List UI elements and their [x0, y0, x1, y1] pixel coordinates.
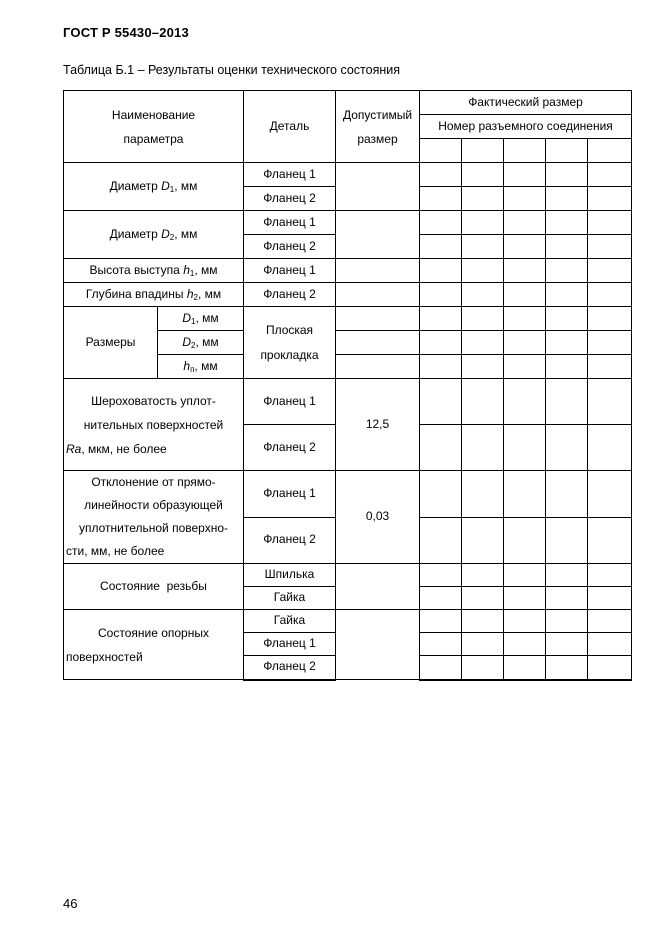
value-cell — [462, 517, 504, 564]
joint-cell — [420, 139, 462, 163]
value-cell — [588, 656, 632, 680]
param-diameter-d2: Диаметр $D_2$, мм — [64, 211, 244, 259]
detail-cell: Фланец 2 — [244, 187, 336, 211]
allowed-roughness: 12,5 — [336, 379, 420, 471]
value-cell — [504, 211, 546, 235]
detail-cell: Фланец 1 — [244, 379, 336, 425]
document-header: ГОСТ Р 55430–2013 — [63, 25, 189, 40]
value-cell — [462, 211, 504, 235]
detail-cell: Фланец 2 — [244, 235, 336, 259]
value-cell — [546, 517, 588, 564]
value-cell — [420, 633, 462, 656]
value-cell — [546, 656, 588, 680]
detail-cell: Фланец 1 — [244, 211, 336, 235]
value-cell — [462, 379, 504, 425]
detail-cell: Шпилька — [244, 564, 336, 587]
value-cell — [420, 471, 462, 518]
value-cell — [462, 587, 504, 610]
value-cell — [420, 564, 462, 587]
value-cell — [588, 283, 632, 307]
size-sub-hp: $h_п$, мм — [158, 355, 244, 379]
header-parameter-name: Наименование параметра — [64, 91, 244, 163]
value-cell — [420, 235, 462, 259]
size-sub-d1: $D_1$, мм — [158, 307, 244, 331]
value-cell — [588, 307, 632, 331]
table-caption: Таблица Б.1 – Результаты оценки технического состояния — [63, 63, 400, 77]
value-cell — [504, 283, 546, 307]
param-straightness: Отклонение от прямо- линейности образующей уплотнительной поверхно- сти, мм, не более — [64, 471, 244, 564]
value-cell — [546, 633, 588, 656]
value-cell — [588, 633, 632, 656]
allowed-cell — [336, 355, 420, 379]
value-cell — [588, 211, 632, 235]
value-cell — [462, 307, 504, 331]
allowed-cell — [336, 163, 420, 211]
value-cell — [546, 379, 588, 425]
param-roughness: Шероховатость уплот- нительных поверхностей Ra, мкм, не более — [64, 379, 244, 471]
value-cell — [546, 187, 588, 211]
value-cell — [504, 656, 546, 680]
value-cell — [504, 235, 546, 259]
value-cell — [546, 163, 588, 187]
value-cell — [504, 471, 546, 518]
param-thread: Состояние резьбы — [64, 564, 244, 610]
value-cell — [504, 610, 546, 633]
detail-cell: Фланец 1 — [244, 259, 336, 283]
allowed-straightness: 0,03 — [336, 471, 420, 564]
value-cell — [546, 564, 588, 587]
header-allowed-size: Допустимый размер — [336, 91, 420, 163]
value-cell — [504, 259, 546, 283]
value-cell — [504, 163, 546, 187]
value-cell — [420, 587, 462, 610]
detail-cell: Фланец 2 — [244, 517, 336, 564]
value-cell — [462, 471, 504, 518]
allowed-cell — [336, 564, 420, 610]
value-cell — [546, 610, 588, 633]
value-cell — [588, 471, 632, 518]
value-cell — [420, 331, 462, 355]
value-cell — [504, 587, 546, 610]
header-actual-size: Фактический размер — [420, 91, 632, 115]
value-cell — [462, 656, 504, 680]
detail-cell: Фланец 2 — [244, 656, 336, 680]
value-cell — [420, 259, 462, 283]
value-cell — [588, 163, 632, 187]
value-cell — [588, 564, 632, 587]
param-sizes: Размеры — [64, 307, 158, 379]
detail-cell: Фланец 1 — [244, 471, 336, 518]
allowed-cell — [336, 283, 420, 307]
value-cell — [420, 283, 462, 307]
param-ledge-height: Высота выступа $h_1$, мм — [64, 259, 244, 283]
value-cell — [546, 283, 588, 307]
value-cell — [462, 259, 504, 283]
joint-cell — [588, 139, 632, 163]
detail-cell: Фланец 2 — [244, 425, 336, 471]
size-sub-d2: $D_2$, мм — [158, 331, 244, 355]
value-cell — [546, 235, 588, 259]
value-cell — [420, 355, 462, 379]
value-cell — [420, 425, 462, 471]
value-cell — [462, 163, 504, 187]
joint-cell — [504, 139, 546, 163]
value-cell — [420, 163, 462, 187]
value-cell — [504, 331, 546, 355]
value-cell — [588, 331, 632, 355]
value-cell — [588, 259, 632, 283]
value-cell — [462, 425, 504, 471]
value-cell — [420, 187, 462, 211]
allowed-cell — [336, 211, 420, 259]
value-cell — [420, 610, 462, 633]
param-groove-depth: Глубина впадины $h_2$, мм — [64, 283, 244, 307]
value-cell — [420, 379, 462, 425]
header-joint-number: Номер разъемного соединения — [420, 115, 632, 139]
value-cell — [546, 307, 588, 331]
value-cell — [504, 355, 546, 379]
value-cell — [504, 633, 546, 656]
value-cell — [546, 331, 588, 355]
header-detail: Деталь — [244, 91, 336, 163]
allowed-cell — [336, 307, 420, 331]
value-cell — [462, 331, 504, 355]
param-diameter-d1: Диаметр $D_1$, мм — [64, 163, 244, 211]
value-cell — [462, 564, 504, 587]
value-cell — [420, 517, 462, 564]
value-cell — [588, 587, 632, 610]
allowed-cell — [336, 331, 420, 355]
value-cell — [504, 564, 546, 587]
value-cell — [546, 259, 588, 283]
results-table — [63, 90, 632, 681]
detail-cell: Гайка — [244, 610, 336, 633]
value-cell — [420, 656, 462, 680]
value-cell — [420, 307, 462, 331]
value-cell — [588, 610, 632, 633]
value-cell — [462, 610, 504, 633]
value-cell — [462, 355, 504, 379]
detail-cell: Фланец 1 — [244, 633, 336, 656]
value-cell — [420, 211, 462, 235]
allowed-cell — [336, 259, 420, 283]
value-cell — [546, 471, 588, 518]
value-cell — [462, 283, 504, 307]
value-cell — [588, 425, 632, 471]
value-cell — [588, 379, 632, 425]
value-cell — [504, 187, 546, 211]
value-cell — [504, 517, 546, 564]
value-cell — [462, 633, 504, 656]
value-cell — [588, 517, 632, 564]
value-cell — [588, 355, 632, 379]
joint-cell — [546, 139, 588, 163]
value-cell — [546, 425, 588, 471]
param-support-surfaces: Состояние опорных поверхностей — [64, 610, 244, 680]
allowed-cell — [336, 610, 420, 680]
value-cell — [504, 379, 546, 425]
page-number: 46 — [63, 896, 78, 911]
detail-cell: Фланец 2 — [244, 283, 336, 307]
joint-cell — [462, 139, 504, 163]
value-cell — [462, 235, 504, 259]
detail-cell: Фланец 1 — [244, 163, 336, 187]
value-cell — [504, 307, 546, 331]
value-cell — [546, 211, 588, 235]
detail-flat-gasket: Плоская прокладка — [244, 307, 336, 379]
value-cell — [546, 587, 588, 610]
value-cell — [588, 235, 632, 259]
value-cell — [588, 187, 632, 211]
value-cell — [504, 425, 546, 471]
value-cell — [546, 355, 588, 379]
detail-cell: Гайка — [244, 587, 336, 610]
value-cell — [462, 187, 504, 211]
